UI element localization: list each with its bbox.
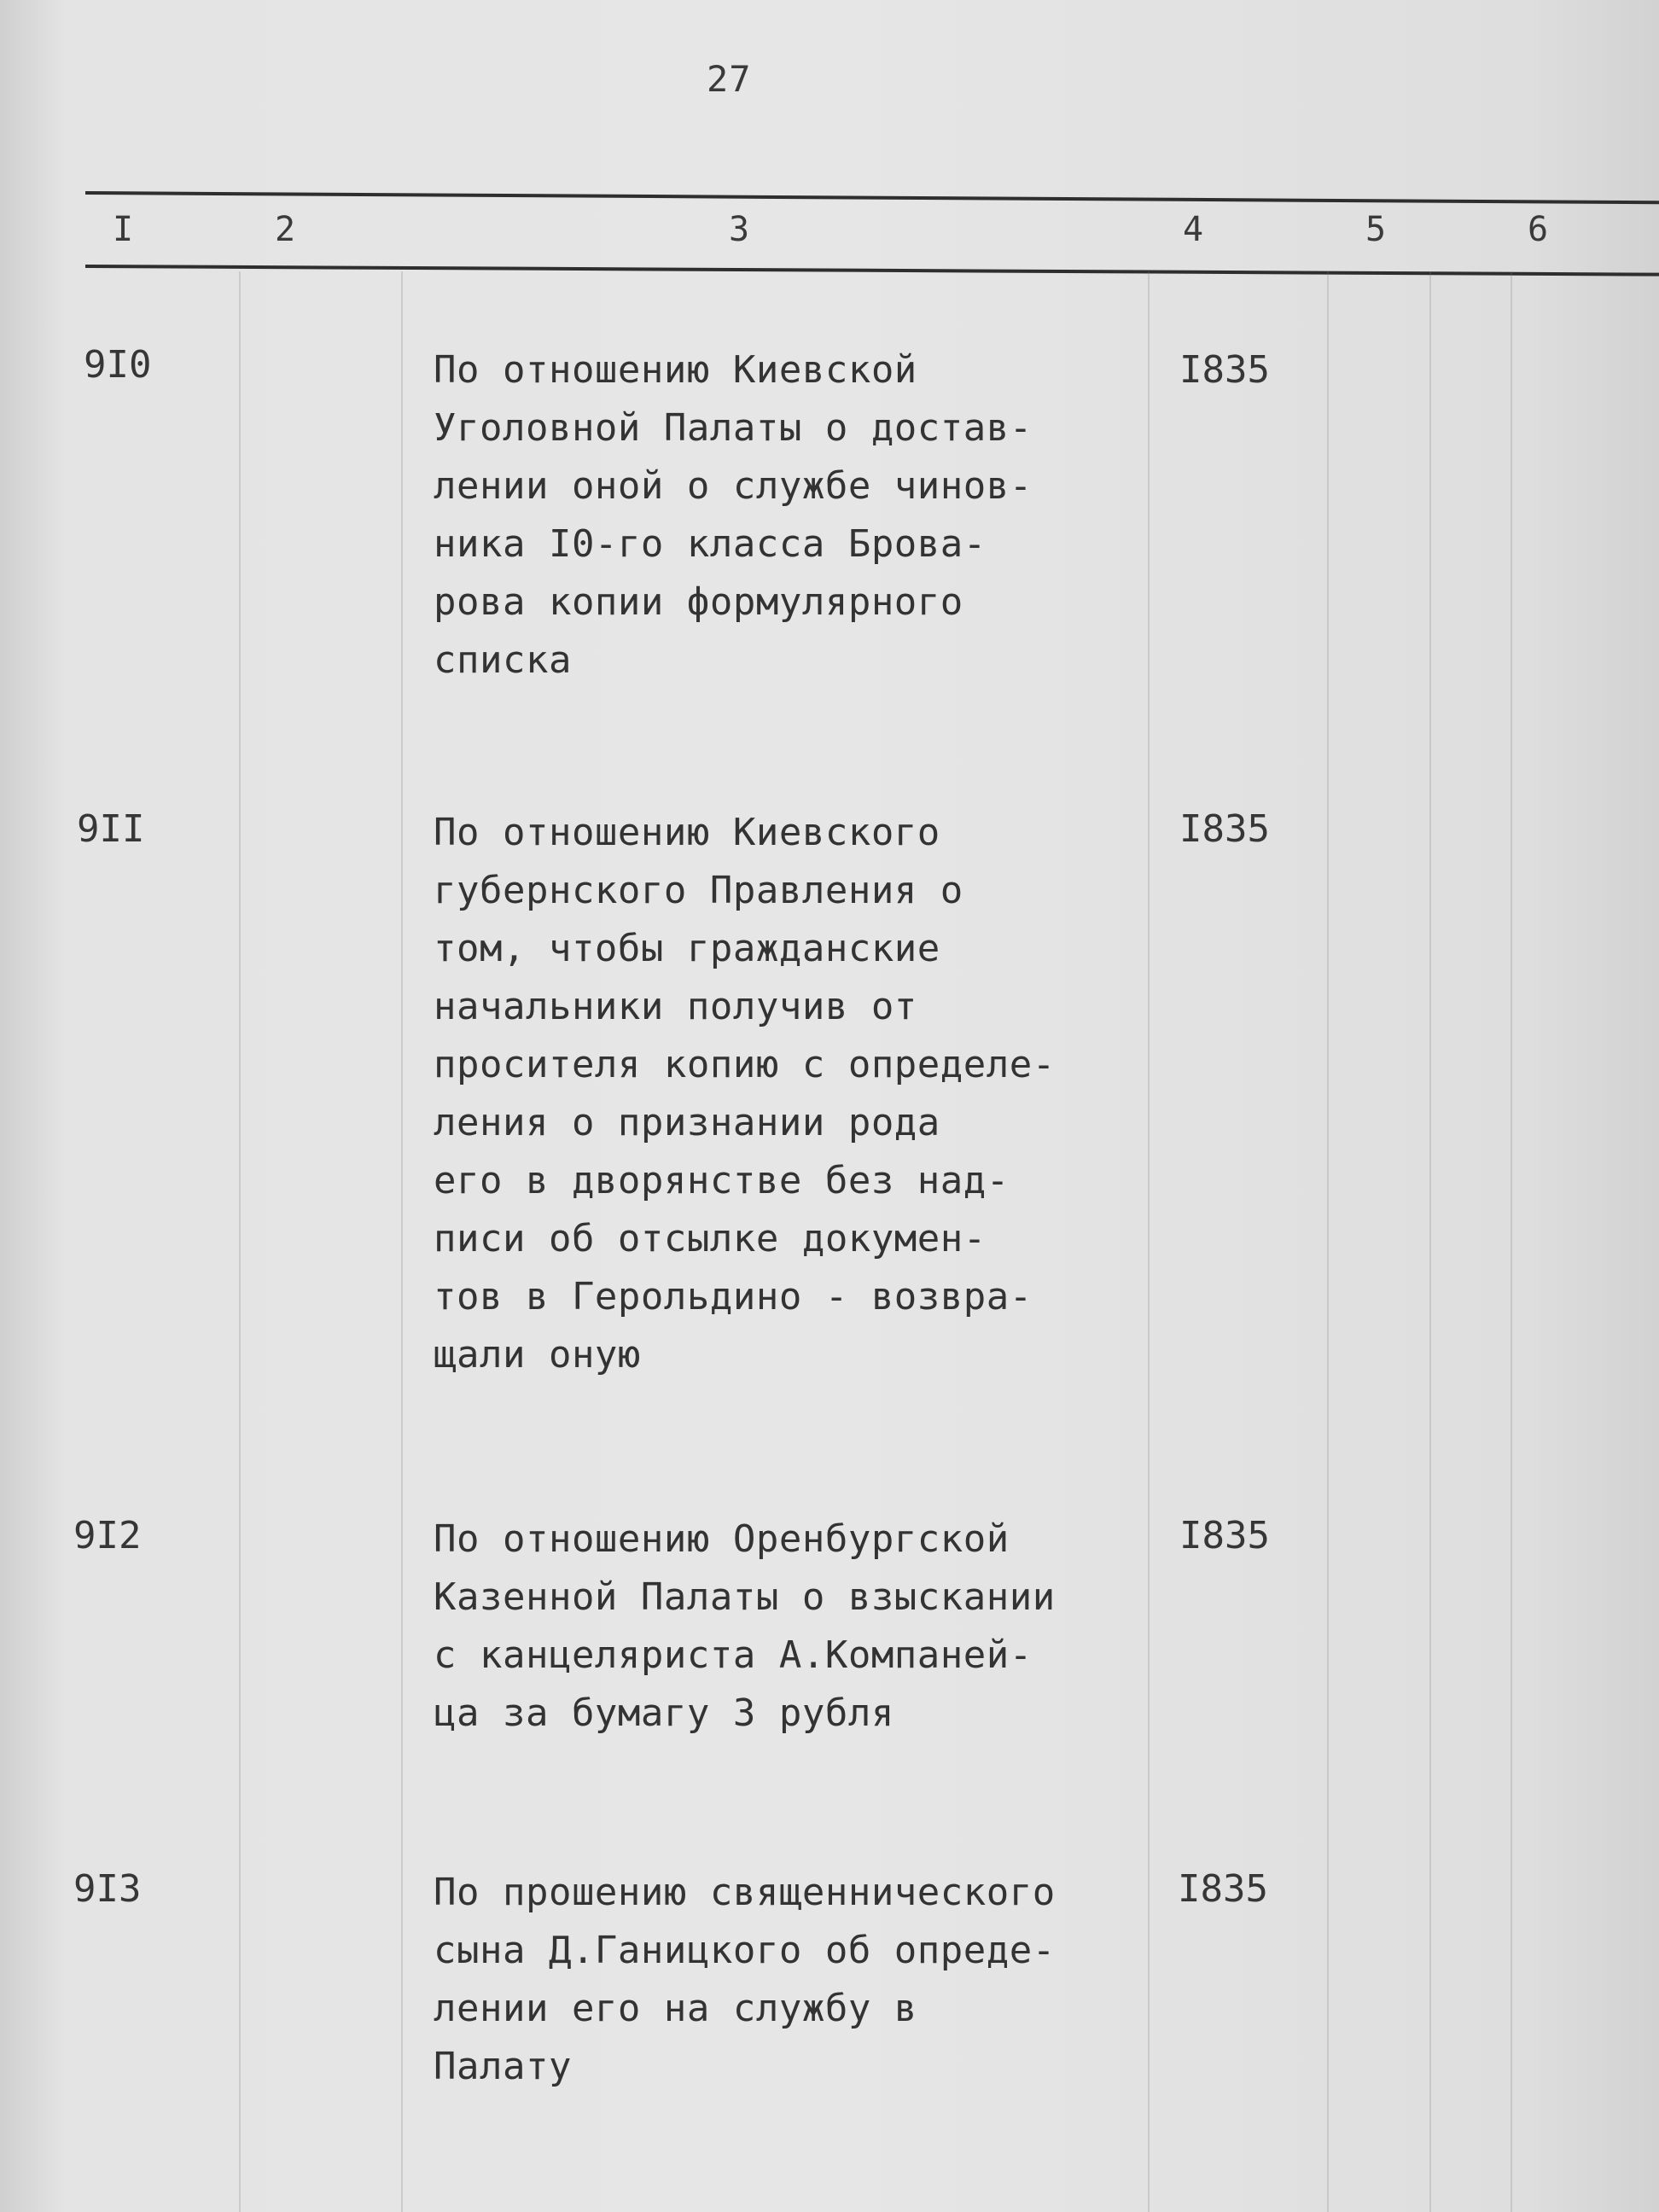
column-header-6: 6	[1528, 210, 1549, 249]
column-divider	[239, 271, 241, 2212]
entry-description: По отношению Оренбургской Казенной Палаты о взыскании с канцеляриста А.Компаней- ца за бумагу 3 рубля	[434, 1517, 1056, 1735]
column-divider	[1429, 271, 1431, 2212]
column-header-4: 4	[1183, 210, 1204, 249]
entry-description: По прошению священнического сына Д.Ганицкого об опреде- лении его на службу в Палату	[434, 1871, 1056, 2088]
page-number: 27	[707, 58, 752, 100]
column-divider	[1511, 271, 1512, 2212]
entry-number: 9II	[77, 807, 145, 851]
entry-year: I835	[1179, 807, 1270, 851]
entry-number: 9I3	[73, 1867, 142, 1911]
column-header-1: I	[113, 210, 134, 249]
entry-year: I835	[1179, 348, 1270, 392]
column-divider	[1327, 271, 1329, 2212]
entry-description: По отношению Киевского губернского Правления о том, чтобы гражданские начальники получив от просителя копию с определе- ления о признании рода его в дворянстве без над- писи об отсылке докумен- тов в Герольдино - возвра- щали оную	[434, 811, 1056, 1377]
entry-description: По отношению Киевской Уголовной Палаты о достав- лении оной о службе чинов- ника I0-го класса Брова- рова копии формулярного списка	[434, 348, 1033, 682]
column-divider	[401, 271, 403, 2212]
column-header-2: 2	[275, 210, 296, 249]
entry-number: 9I2	[73, 1514, 142, 1557]
column-divider	[1148, 271, 1150, 2212]
column-header-5: 5	[1365, 210, 1387, 249]
entry-number: 9I0	[84, 343, 152, 387]
column-header-3: 3	[729, 210, 750, 249]
entry-year: I835	[1178, 1867, 1268, 1911]
entry-year: I835	[1179, 1514, 1270, 1557]
table-top-rule	[85, 191, 1659, 204]
table-header-rule	[85, 265, 1659, 276]
